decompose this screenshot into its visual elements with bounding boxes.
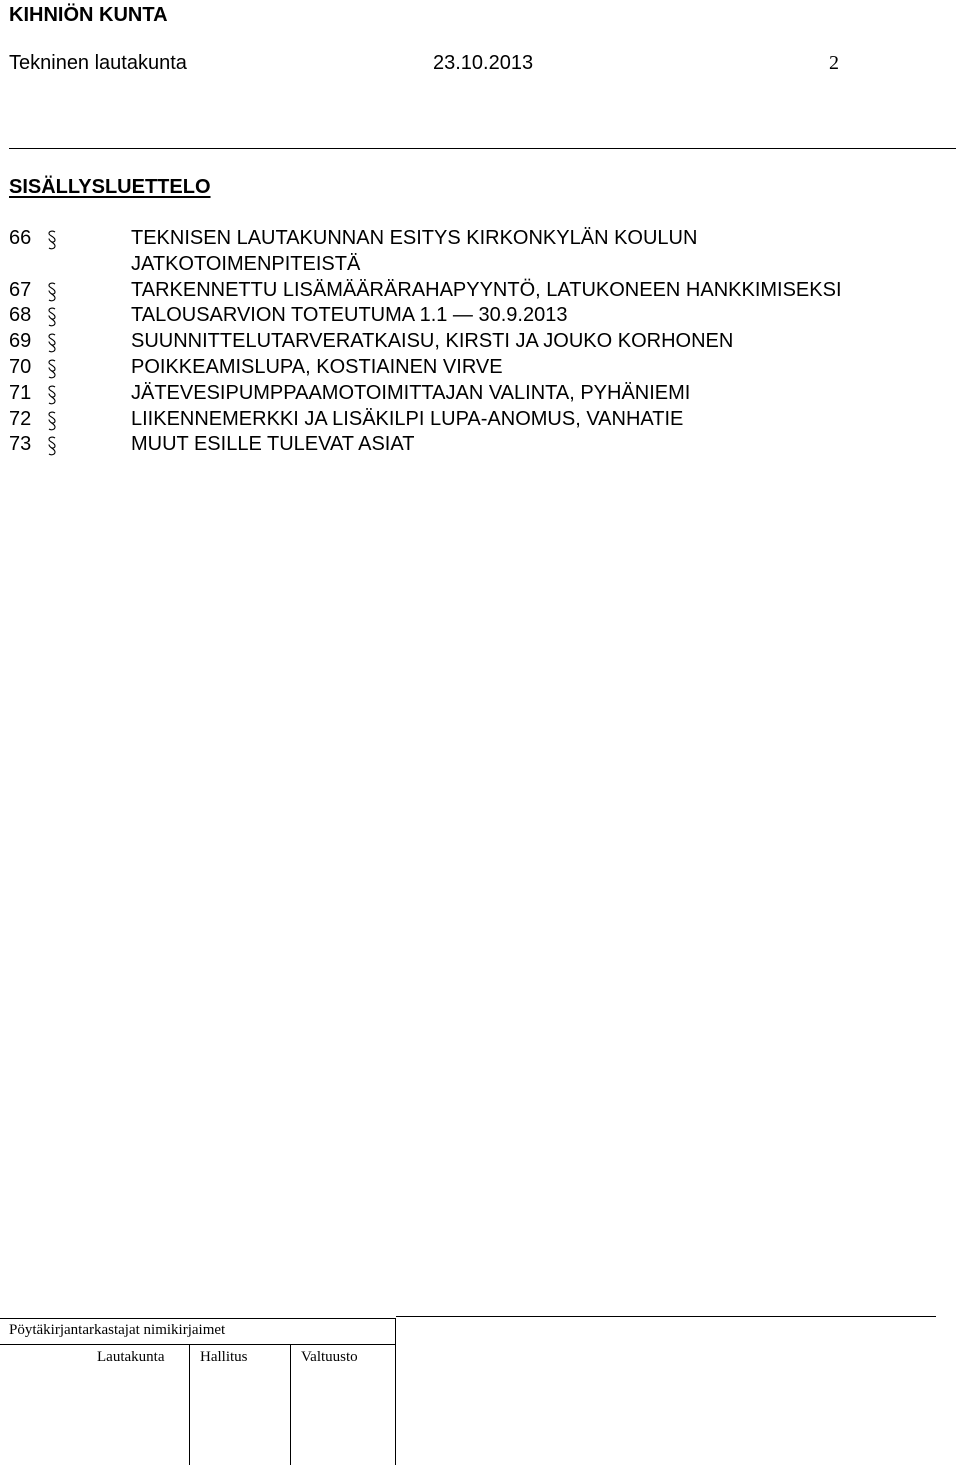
signatures-title: Pöytäkirjantarkastajat nimikirjaimet bbox=[9, 1322, 226, 1338]
section-sign-icon bbox=[46, 385, 58, 405]
toc-item bbox=[9, 381, 949, 407]
signature-column-hallitus: Hallitus bbox=[200, 1349, 248, 1365]
signature-column-valtuusto: Valtuusto bbox=[301, 1349, 358, 1365]
table-of-contents bbox=[9, 226, 949, 458]
toc-item bbox=[9, 303, 949, 329]
header-rule bbox=[9, 148, 956, 149]
footer-rule bbox=[396, 1316, 936, 1317]
toc-item-title: JATKOTOIMENPITEISTÄ bbox=[131, 252, 361, 275]
section-sign-icon bbox=[46, 359, 58, 379]
toc-item bbox=[9, 329, 949, 355]
toc-item-number: 71 bbox=[9, 381, 32, 404]
organization-name: KIHNIÖN KUNTA bbox=[9, 4, 168, 26]
toc-item bbox=[9, 407, 949, 433]
toc-title: SISÄLLYSLUETTELO bbox=[9, 176, 211, 198]
section-sign-icon bbox=[46, 436, 58, 456]
toc-item bbox=[9, 226, 949, 278]
signature-column-lautakunta: Lautakunta bbox=[97, 1349, 165, 1365]
section-sign-icon bbox=[46, 282, 58, 302]
toc-item-title: LIIKENNEMERKKI JA LISÄKILPI LUPA-ANOMUS, VANHATIE bbox=[131, 407, 684, 430]
section-sign-icon bbox=[46, 411, 58, 431]
toc-item bbox=[9, 278, 949, 304]
toc-item-number: 68 bbox=[9, 304, 32, 327]
toc-item-title: JÄTEVESIPUMPPAAMOTOIMITTAJAN VALINTA, PYHÄNIEMI bbox=[131, 381, 691, 404]
toc-item-number: 73 bbox=[9, 433, 32, 456]
toc-item-number: 66 bbox=[9, 227, 32, 249]
toc-item-title: POIKKEAMISLUPA, KOSTIAINEN VIRVE bbox=[131, 355, 503, 378]
section-sign-icon bbox=[46, 230, 58, 250]
toc-item-title: TARKENNETTU LISÄMÄÄRÄRAHAPYYNTÖ, LATUKONEEN HANKKIMISEKSI bbox=[131, 278, 842, 301]
toc-item bbox=[9, 432, 949, 458]
signature-box-divider bbox=[0, 1344, 396, 1345]
toc-item-title: TEKNISEN LAUTAKUNNAN ESITYS KIRKONKYLÄN KOULUN bbox=[131, 227, 698, 249]
section-sign-icon bbox=[46, 307, 58, 327]
toc-item-title: TALOUSARVION TOTEUTUMA 1.1 — 30.9.2013 bbox=[131, 304, 568, 327]
toc-item-number: 70 bbox=[9, 355, 32, 378]
signature-column-divider bbox=[290, 1344, 291, 1465]
toc-item-number: 69 bbox=[9, 330, 32, 353]
board-name: Tekninen lautakunta bbox=[9, 52, 187, 74]
toc-item-number: 72 bbox=[9, 407, 32, 430]
toc-item-number: 67 bbox=[9, 278, 32, 301]
section-sign-icon bbox=[46, 333, 58, 353]
meeting-date: 23.10.2013 bbox=[433, 52, 534, 74]
toc-item-title: MUUT ESILLE TULEVAT ASIAT bbox=[131, 433, 415, 456]
toc-item bbox=[9, 355, 949, 381]
toc-item-title: SUUNNITTELUTARVERATKAISU, KIRSTI JA JOUKO KORHONEN bbox=[131, 330, 734, 353]
page-number: 2 bbox=[829, 52, 839, 74]
signature-box bbox=[0, 1318, 396, 1465]
signature-column-divider bbox=[189, 1344, 190, 1465]
